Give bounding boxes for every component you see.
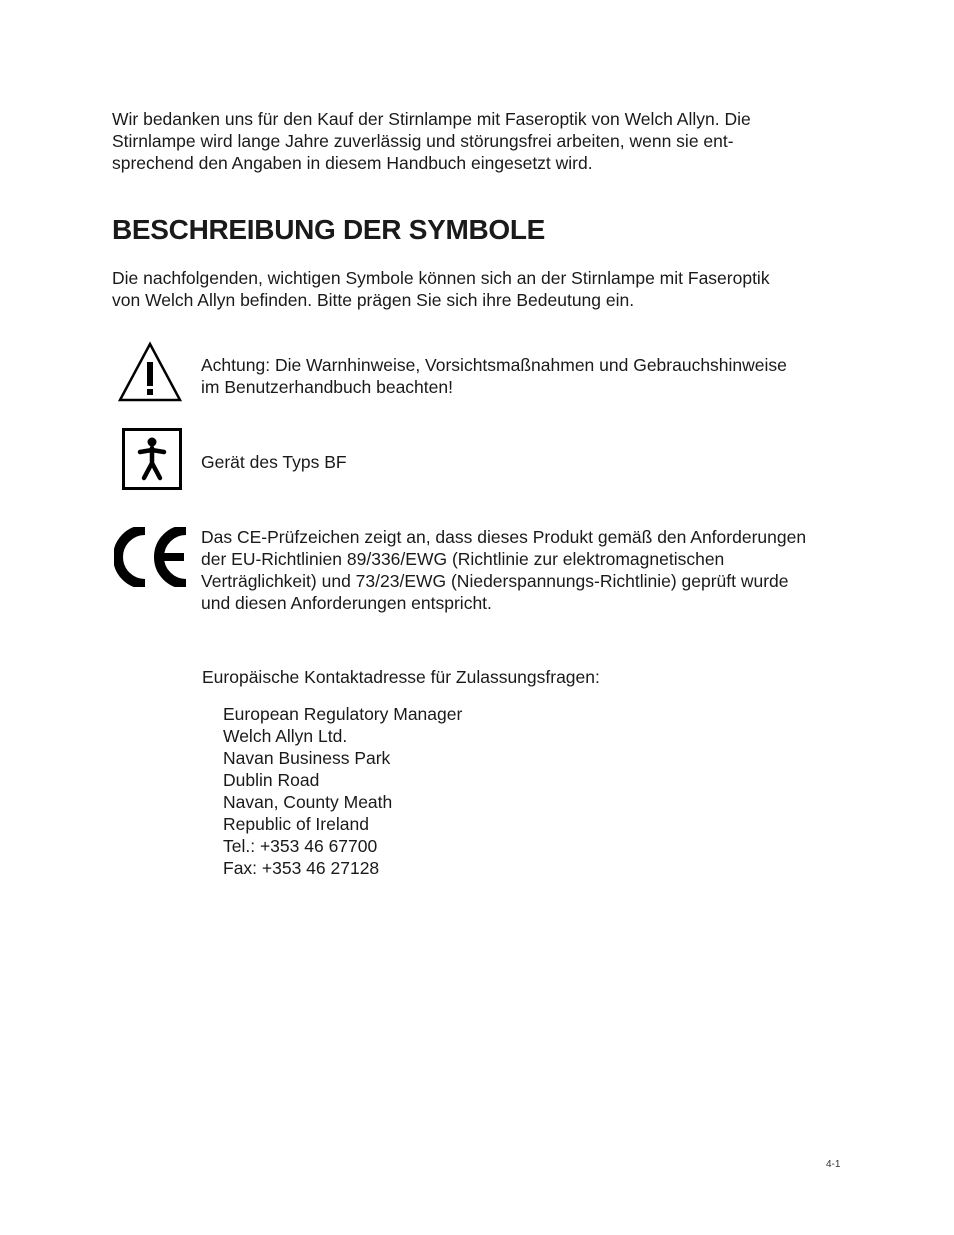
address-line: Republic of Ireland (223, 814, 369, 834)
description-line: Die nachfolgenden, wichtigen Symbole können sich an der Stirnlampe mit Faseroptik (112, 268, 770, 288)
intro-line: Stirnlampe wird lange Jahre zuverlässig und störungsfrei arbeiten, wenn sie ent- (112, 131, 734, 151)
page-number: 4-1 (826, 1159, 841, 1170)
address-line: Navan, County Meath (223, 792, 393, 812)
address-line: Welch Allyn Ltd. (223, 726, 348, 746)
symbol-text-line: Das CE-Prüfzeichen zeigt an, dass dieses Produkt gemäß den Anforderungen (201, 527, 807, 547)
warning-triangle-icon (118, 341, 182, 403)
symbol-warning-text (201, 354, 846, 398)
symbol-text-line: und diesen Anforderungen entspricht. (201, 593, 492, 613)
symbol-type-bf-text (201, 451, 846, 473)
address-line: Tel.: +353 46 67700 (223, 836, 378, 856)
type-bf-icon (122, 428, 182, 490)
section-heading: BESCHREIBUNG DER SYMBOLE (112, 214, 546, 245)
intro-paragraph (112, 108, 812, 174)
intro-line: sprechend den Angaben in diesem Handbuch eingesetzt wird. (112, 153, 593, 173)
symbol-text-line: im Benutzerhandbuch beachten! (201, 377, 453, 397)
symbol-text-line: Gerät des Typs BF (201, 452, 347, 472)
contact-address (223, 703, 462, 879)
symbol-text-line: Verträglichkeit) und 73/23/EWG (Niederspannungs-Richtlinie) geprüft wurde (201, 571, 789, 591)
intro-line: Wir bedanken uns für den Kauf der Stirnlampe mit Faseroptik von Welch Allyn. Die (112, 109, 751, 129)
contact-label: Europäische Kontaktadresse für Zulassungsfragen: (202, 667, 600, 687)
symbol-text-line: der EU-Richtlinien 89/336/EWG (Richtlinie zur elektromagnetischen (201, 549, 725, 569)
section-description (112, 267, 832, 311)
description-line: von Welch Allyn befinden. Bitte prägen Sie sich ihre Bedeutung ein. (112, 290, 635, 310)
address-line: European Regulatory Manager (223, 704, 463, 724)
ce-mark-icon (114, 527, 190, 587)
address-line: Dublin Road (223, 770, 320, 790)
symbol-text-line: Achtung: Die Warnhinweise, Vorsichtsmaßnahmen und Gebrauchshinweise (201, 355, 787, 375)
address-line: Navan Business Park (223, 748, 391, 768)
address-line: Fax: +353 46 27128 (223, 858, 380, 878)
symbol-ce-text (201, 526, 846, 614)
